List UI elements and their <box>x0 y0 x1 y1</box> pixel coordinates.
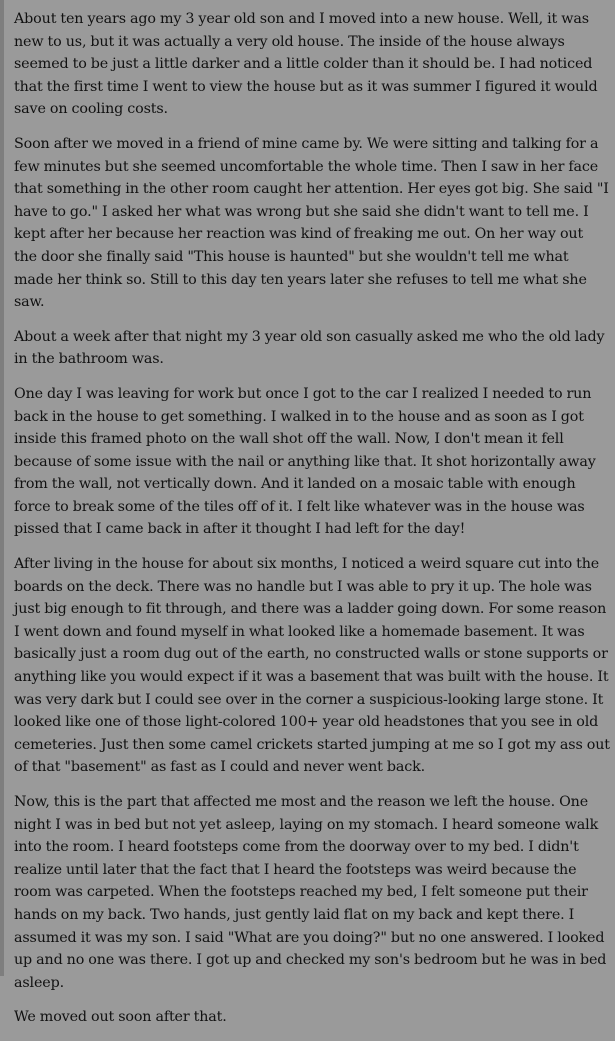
paragraph-1: About ten years ago my 3 year old son and I moved into a new house. Well, it was new to us, but it was actually a very old house. The inside of the house always seemed to be just a little darker and a little colder than it should be. I had noticed that the first time I went to view the house but as it was summer I figured it would save on cooling costs. <box>14 11 598 118</box>
paragraph-5: After living in the house for about six months, I noticed a weird square cut into the boards on the deck. There was no handle but I was able to pry it up. The hole was just big enough to fit through, and there was a ladder going down. For some reason I went down and found myself in what looked like a homemade basement. It was basically just a room dug out of the earth, no constructed walls or stone supports or anything like you would expect if it was a basement that was built with the house. It was very dark but I could see over in the corner a suspicious-looking large stone. It looked like one of those light-colored 100+ year old headstones that you see in old cemeteries. Just then some camel crickets started jumping at me so I got my ass out of that "basement" as fast as I could and never went back. <box>14 556 610 776</box>
story-text <box>14 8 610 1041</box>
paragraph-2: Soon after we moved in a friend of mine came by. We were sitting and talking for a few minutes but she seemed uncomfortable the whole time. Then I saw in her face that something in the other room caught her attention. Her eyes got big. She said "I have to go." I asked her what was wrong but she said she didn't want to tell me. I kept after her because her reaction was kind of freaking me out. On her way out the door she finally said "This house is haunted" but she wouldn't tell me what made her think so. Still to this day ten years later she refuses to tell me what she saw. <box>14 135 609 311</box>
paragraph-3: About a week after that night my 3 year old son casually asked me who the old lady in the bathroom was. <box>14 328 605 368</box>
paragraph-7: We moved out soon after that. <box>14 1009 227 1026</box>
paragraph-4: One day I was leaving for work but once I got to the car I realized I needed to run back in the house to get something. I walked in to the house and as soon as I got inside this framed photo on the wall shot off the wall. Now, I don't mean it fell because of some issue with the nail or anything like that. It shot horizontally away from the wall, not vertically down. And it landed on a mosaic table with enough force to break some of the tiles off of it. I felt like whatever was in the house was pissed that I came back in after it thought I had left for the day! <box>14 385 596 538</box>
left-border <box>0 0 4 976</box>
paragraph-6: Now, this is the part that affected me most and the reason we left the house. One night I was in bed but not yet asleep, laying on my stomach. I heard someone walk into the room. I heard footsteps come from the doorway over to my bed. I didn't realize until later that the fact that I heard the footsteps was weird because the room was carpeted. When the footsteps reached my bed, I felt someone put their hands on my back. Two hands, just gently laid flat on my back and kept there. I assumed it was my son. I said "What are you doing?" but no one answered. I looked up and no one was there. I got up and checked my son's bedroom but he was in bed asleep. <box>14 794 607 991</box>
